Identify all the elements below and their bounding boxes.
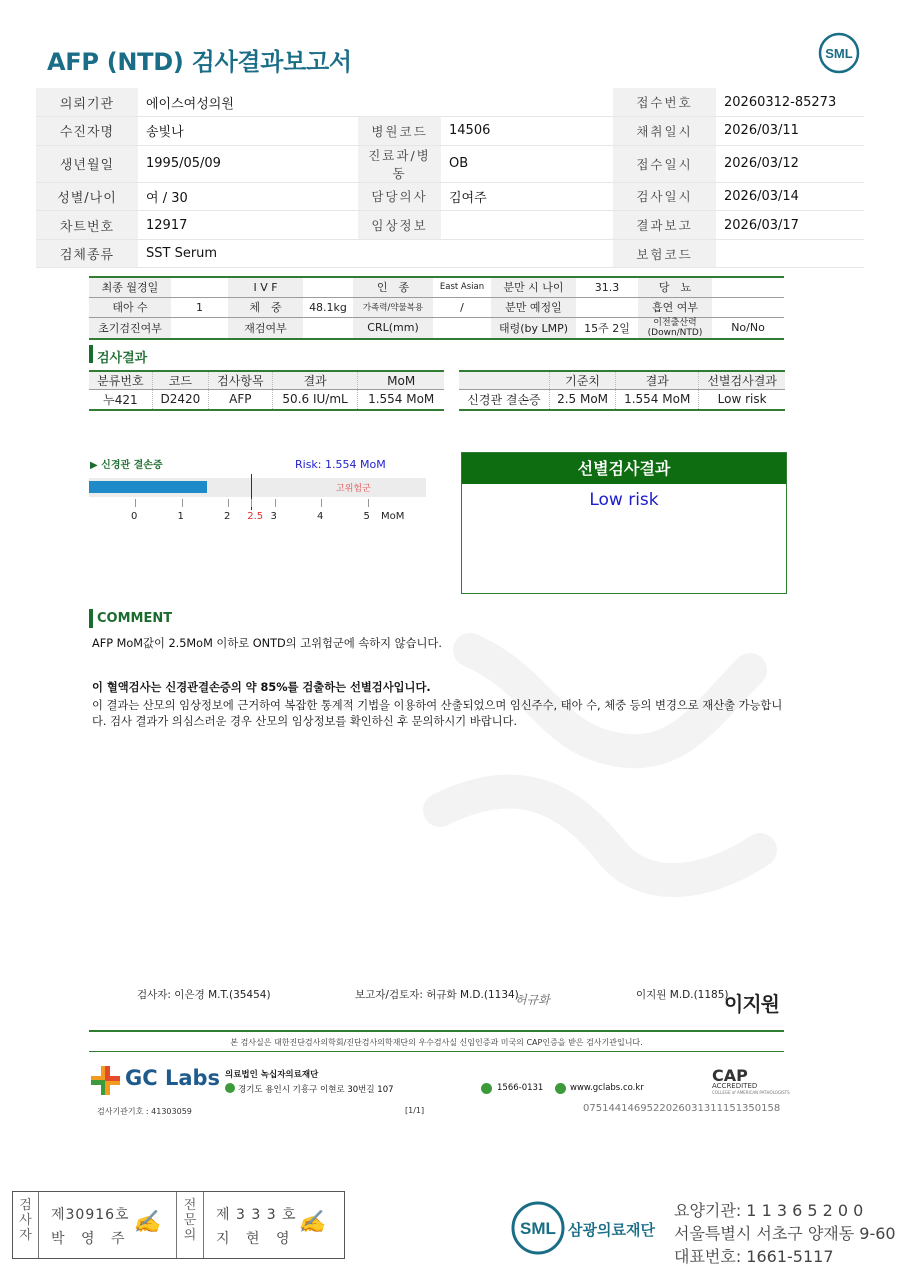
sml-logo-icon <box>818 32 860 74</box>
clinical-info-row <box>89 297 784 317</box>
patient-info-row <box>36 211 864 240</box>
doctor-signature-label: 이지원 M.D.(1185) <box>636 989 729 1001</box>
patient-field-value: 여 / 30 <box>138 182 358 211</box>
clinical-field-label: 가족력/약물복용 <box>353 297 433 317</box>
patient-field-label: 생년월일 <box>36 145 138 182</box>
clinical-field-value <box>303 277 353 297</box>
clinical-field-value: / <box>433 297 491 317</box>
approval-stamp <box>12 1191 345 1259</box>
risk-label: Risk: 1.554 MoM <box>295 458 386 471</box>
clinical-field-label: 태령(by LMP) <box>491 317 576 339</box>
comment-line-1: AFP MoM값이 2.5MoM 이하로 ONTD의 고위험군에 속하지 않습니다. <box>92 637 442 650</box>
clinical-field-value: 48.1kg <box>303 297 353 317</box>
barcode-number: 07514414695220260313111513501​58 <box>583 1103 781 1114</box>
clinical-field-value: 31.3 <box>576 277 638 297</box>
comment-marker <box>89 609 93 628</box>
clinical-field-value: East Asian <box>433 277 491 297</box>
sml-institution-code: 요양기관: 1 1 3 6 5 2 0 0 <box>674 1201 864 1220</box>
patient-field-value: SST Serum <box>138 239 358 268</box>
clinical-info-table <box>89 276 784 340</box>
patient-field-value <box>441 211 613 240</box>
result-column-header: 검사항목 <box>208 371 272 390</box>
home-icon <box>555 1083 566 1094</box>
patient-field-label <box>358 239 441 268</box>
clinical-field-label: 당 뇨 <box>638 277 712 297</box>
graph-title: ▶ 신경관 결손증 <box>90 460 163 471</box>
comment-title: COMMENT <box>97 611 173 626</box>
stamp-doctor-name: 지 현 영 <box>216 1231 296 1247</box>
sml-bottom-logo-text: SML <box>520 1219 556 1238</box>
screening-result-box <box>461 452 787 594</box>
result-table-right <box>459 370 785 411</box>
result-cell: AFP <box>208 390 272 410</box>
axis-tick <box>368 499 369 507</box>
patient-field-value: OB <box>441 145 613 182</box>
result-column-header: 코드 <box>152 371 208 390</box>
clinical-field-label: 흡연 여부 <box>638 297 712 317</box>
clinical-field-label: 태아 수 <box>89 297 171 317</box>
cap-logo-title: CAP <box>712 1066 748 1085</box>
accreditation-notice: 본 검사실은 대한진단검사의학회/진단검사의학재단의 우수검사실 신임인증과 미국의 CAP인증을 받은 검사기관입니다. <box>230 1038 643 1047</box>
clinical-field-label: I V F <box>228 277 303 297</box>
phone-icon <box>481 1083 492 1094</box>
result-cell: 50.6 IU/mL <box>272 390 358 410</box>
gc-cross-logo-icon <box>89 1064 122 1097</box>
axis-unit-label: MoM <box>381 511 405 522</box>
screening-column-header: 기준치 <box>549 371 615 390</box>
patient-field-label: 차트번호 <box>36 211 138 240</box>
axis-tick <box>228 499 229 507</box>
clinical-field-value <box>433 317 491 339</box>
result-column-header: MoM <box>358 371 444 390</box>
axis-tick-label: 5 <box>363 511 370 522</box>
clinical-field-value <box>303 317 353 339</box>
screening-cell: 2.5 MoM <box>549 390 615 410</box>
stamp-col-tester <box>13 1192 39 1258</box>
screening-result-title: 선별검사결과 <box>462 453 786 484</box>
clinical-field-value: 15주 2일 <box>576 317 638 339</box>
clinical-info-row <box>89 317 784 339</box>
clinical-field-label: 분만 예정일 <box>491 297 576 317</box>
clinical-field-value <box>712 277 784 297</box>
gc-phone: 1566-0131 <box>497 1083 544 1093</box>
report-title: AFP (NTD) 검사결과보고서 <box>47 48 352 76</box>
gc-org-name: 의료법인 녹십자의료재단 <box>225 1070 319 1080</box>
stamp-col-doctor-label: 전문의 <box>183 1198 197 1243</box>
patient-field-value: 1995/05/09 <box>138 145 358 182</box>
patient-field-label: 채취일시 <box>613 117 716 146</box>
patient-info-table <box>36 88 864 268</box>
clinical-field-label: 최종 월경일 <box>89 277 171 297</box>
patient-field-label: 성별/나이 <box>36 182 138 211</box>
stamp-doctor-id: 제 3 3 3 호 <box>216 1207 297 1223</box>
screening-column-header: 선별검사결과 <box>699 371 785 390</box>
results-section-title: 검사결과 <box>97 351 148 366</box>
patient-field-value: 2026/03/12 <box>716 145 864 182</box>
stamp-col-doctor <box>176 1192 204 1258</box>
sml-phone: 대표번호: 1661-5117 <box>674 1247 834 1266</box>
clinical-info-row <box>89 277 784 297</box>
screening-result-value: Low risk <box>589 490 659 510</box>
clinical-field-label: CRL(mm) <box>353 317 433 339</box>
patient-info-row <box>36 182 864 211</box>
clinical-field-label: 초기검진여부 <box>89 317 171 339</box>
result-column-header: 분류번호 <box>89 371 152 390</box>
risk-bar-fill <box>89 481 207 493</box>
sml-logo-text: SML <box>825 46 853 61</box>
patient-info-row <box>36 88 864 117</box>
sml-bottom-logo-icon <box>510 1200 566 1256</box>
patient-field-label: 의뢰기관 <box>36 88 138 117</box>
result-cell: 1.554 MoM <box>358 390 444 410</box>
screening-cell: Low risk <box>699 390 785 410</box>
patient-field-label: 결과보고 <box>613 211 716 240</box>
axis-tick <box>135 499 136 507</box>
institution-code: 검사기관기호 : 41303059 <box>97 1107 192 1116</box>
patient-field-value <box>441 88 613 117</box>
stamp-tester-name: 박 영 주 <box>51 1231 131 1247</box>
result-column-header: 결과 <box>272 371 358 390</box>
cap-logo-fine: COLLEGE of AMERICAN PATHOLOGISTS <box>712 1090 790 1095</box>
clinical-field-value: No/No <box>712 317 784 339</box>
cap-logo-sub: ACCREDITED <box>712 1082 758 1090</box>
gc-labs-logo-text: GC Labs <box>125 1066 221 1090</box>
patient-field-label: 보험코드 <box>613 239 716 268</box>
patient-field-label: 병원코드 <box>358 117 441 146</box>
patient-field-label: 검사일시 <box>613 182 716 211</box>
patient-info-row <box>36 117 864 146</box>
clinical-field-label: 분만 시 나이 <box>491 277 576 297</box>
screening-column-header: 결과 <box>616 371 699 390</box>
patient-field-label: 수진자명 <box>36 117 138 146</box>
patient-field-value: 2026/03/14 <box>716 182 864 211</box>
tester-signature-label: 검사자: 이은경 M.T.(35454) <box>137 989 271 1001</box>
doctor-handwritten-signature: 이지원 <box>724 992 779 1016</box>
patient-field-value: 2026/03/17 <box>716 211 864 240</box>
result-cell: D2420 <box>152 390 208 410</box>
gc-website[interactable]: www.gclabs.co.kr <box>570 1083 644 1093</box>
patient-field-label: 접수번호 <box>613 88 716 117</box>
patient-field-label: 진료과/병동 <box>358 145 441 182</box>
screening-cell: 신경관 결손증 <box>459 390 549 410</box>
gc-address: 경기도 용인시 기흥구 이현로 30번길 107 <box>238 1085 394 1095</box>
reporter-signature-label: 보고자/검토자: 허규화 M.D.(1134) <box>355 989 519 1001</box>
clinical-field-value <box>171 317 228 339</box>
patient-field-value: 김여주 <box>441 182 613 211</box>
clinical-field-label: 재검여부 <box>228 317 303 339</box>
clinical-field-value <box>576 297 638 317</box>
clinical-field-label: 인 종 <box>353 277 433 297</box>
patient-field-label: 담당의사 <box>358 182 441 211</box>
patient-field-label: 접수일시 <box>613 145 716 182</box>
sml-address: 서울특별시 서초구 양재동 9-60 <box>674 1224 896 1243</box>
patient-field-value: 에이스여성의원 <box>138 88 358 117</box>
axis-tick-label: 0 <box>131 511 138 522</box>
patient-info-row <box>36 239 864 268</box>
patient-field-value <box>441 239 613 268</box>
screening-column-header <box>459 371 549 390</box>
result-cell: 누421 <box>89 390 152 410</box>
axis-tick-label: 2.5 <box>247 511 264 522</box>
reporter-handwritten-signature: 허규화 <box>515 993 550 1007</box>
sml-org-name: 삼광의료재단 <box>568 1221 655 1239</box>
patient-field-label <box>358 88 441 117</box>
result-table-left <box>89 370 444 411</box>
stamp-tester-id: 제30916호 <box>51 1207 130 1223</box>
patient-info-row <box>36 145 864 182</box>
clinical-field-label: 이전출산력 (Down/NTD) <box>638 317 712 339</box>
axis-tick <box>321 499 322 507</box>
location-icon <box>225 1083 235 1093</box>
high-risk-zone-label: 고위험군 <box>336 484 371 494</box>
section-marker <box>89 345 93 363</box>
clinical-field-label: 체 중 <box>228 297 303 317</box>
patient-field-label: 검체종류 <box>36 239 138 268</box>
patient-field-value: 14506 <box>441 117 613 146</box>
axis-tick-label: 2 <box>224 511 231 522</box>
page-number: [1/1] <box>405 1106 425 1115</box>
patient-field-value: 2026/03/11 <box>716 117 864 146</box>
axis-tick <box>182 499 183 507</box>
stamp-tester-signature: ✍ <box>133 1210 161 1235</box>
comment-bold-line: 이 혈액검사는 신경관결손증의 약 85%를 검출하는 선별검사입니다. <box>92 681 431 694</box>
footer-bottom-divider <box>89 1051 784 1052</box>
axis-tick-label: 1 <box>177 511 184 522</box>
watermark-logo <box>380 590 810 920</box>
screening-cell: 1.554 MoM <box>616 390 699 410</box>
patient-field-value <box>716 239 864 268</box>
clinical-field-value <box>712 297 784 317</box>
patient-field-value: 송빛나 <box>138 117 358 146</box>
stamp-doctor-signature: ✍ <box>298 1210 326 1235</box>
stamp-col-tester-label: 검사자 <box>19 1198 32 1243</box>
axis-tick-label: 3 <box>270 511 277 522</box>
axis-tick <box>251 499 252 507</box>
patient-field-value: 12917 <box>138 211 358 240</box>
axis-tick-label: 4 <box>317 511 324 522</box>
axis-tick <box>275 499 276 507</box>
comment-line-2: 이 결과는 산모의 임상정보에 근거하여 복잡한 통계적 기법을 이용하여 산출되었으며 임신주수, 태아 수, 체중 등의 변경으로 재산출 가능합니 <box>92 699 783 712</box>
clinical-field-value <box>171 277 228 297</box>
footer-top-divider <box>89 1030 784 1032</box>
clinical-field-value: 1 <box>171 297 228 317</box>
patient-field-label: 임상정보 <box>358 211 441 240</box>
comment-line-3: 다. 검사 결과가 의심스러운 경우 산모의 임상정보를 확인하신 후 문의하시기 바랍니다. <box>92 715 518 728</box>
patient-field-value: 20260312-85273 <box>716 88 864 117</box>
